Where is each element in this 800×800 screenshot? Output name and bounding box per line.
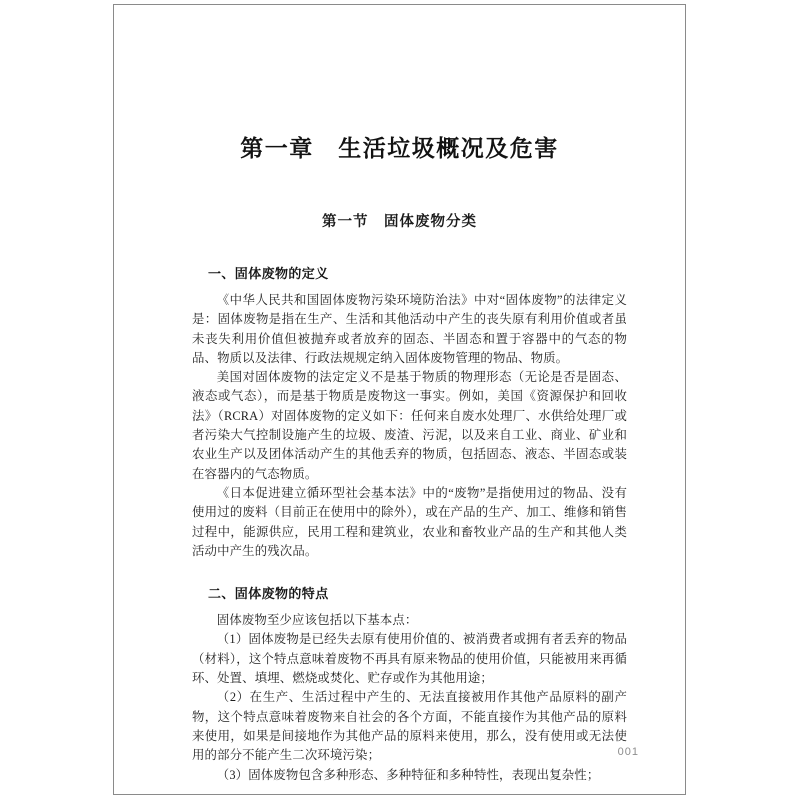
page-number: 001 bbox=[617, 746, 639, 758]
book-page bbox=[113, 4, 686, 795]
paragraph-point-1: （1）固体废物是已经失去原有使用价值的、被消费者或拥有者丢弃的物品（材料），这个特点意味着废物不再具有原来物品的使用价值，只能被用来再循环、处置、填埋、燃烧或焚化、贮存或作为其他用途； bbox=[192, 632, 627, 686]
body-text-column bbox=[192, 263, 627, 785]
subheading-characteristics: 二、固体废物的特点 bbox=[208, 586, 329, 602]
paragraph-point-3: （3）固体废物包含多种形态、多种特征和多种特性，表现出复杂性； bbox=[216, 767, 600, 782]
paragraph-basic-points-intro: 固体废物至少应该包括以下基本点： bbox=[216, 613, 418, 628]
paragraph-point-2: （2）在生产、生活过程中产生的、无法直接被用作其他产品原料的副产物，这个特点意味着废物来自社会的各个方面，不能直接作为其他产品的原料来使用，如果是间接地作为其他产品的原料来使用，那么，没有使用或无法使用的部分不能产生二次环境污染； bbox=[192, 690, 627, 763]
paragraph-china-law: 《中华人民共和国固体废物污染环境防治法》中对“固体废物”的法律定义是：固体废物是指在生产、生活和其他活动中产生的丧失原有利用价值或者虽未丧失利用价值但被抛弃或者放弃的固态、半固态和置于容器中的气态的物品、物质以及法律、行政法规规定纳入固体废物管理的物品、物质。 bbox=[192, 293, 627, 365]
paragraph-japan-law: 《日本促进建立循环型社会基本法》中的“废物”是指使用过的物品、没有使用过的废料（目前正在使用中的除外），或在产品的生产、加工、维修和销售过程中，能源供应，民用工程和建筑业，农业和畜牧业产品的生产和其他人类活动中产生的残次品。 bbox=[192, 485, 627, 558]
paragraph-usa-rcra: 美国对固体废物的法定定义不是基于物质的物理形态（无论是否是固态、液态或气态），而是基于物质是废物这一事实。例如，美国《资源保护和回收法》（RCRA）对固体废物的定义如下：任何来自废水处理厂、水供给处理厂或者污染大气控制设施产生的垃圾、废渣、污泥，以及来自工业、商业、矿业和农业生产以及团体活动产生的其他丢弃的物质，包括固态、液态、半固态或装在容器内的气态物质。 bbox=[192, 370, 627, 481]
section-title: 第一节 固体废物分类 bbox=[322, 214, 477, 230]
subheading-definition: 一、固体废物的定义 bbox=[208, 266, 329, 281]
chapter-title: 第一章 生活垃圾概况及危害 bbox=[240, 136, 559, 161]
page-content-area bbox=[114, 5, 685, 794]
